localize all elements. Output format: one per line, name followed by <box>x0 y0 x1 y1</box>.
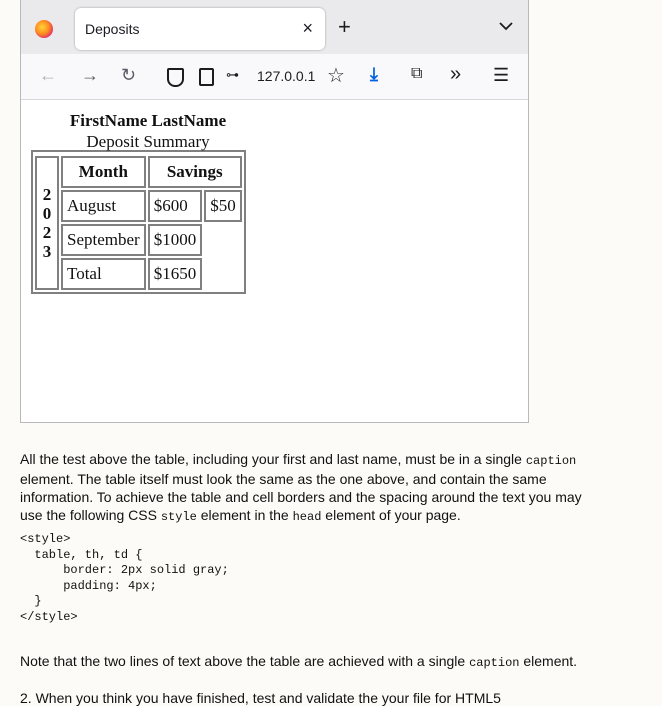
table-row <box>35 190 242 222</box>
savings-cell: $1650 <box>148 258 203 290</box>
month-cell: Total <box>61 258 146 290</box>
reload-icon[interactable]: ↻ <box>121 65 137 85</box>
menu-icon[interactable]: ☰ <box>493 65 510 85</box>
page-icon[interactable] <box>199 68 214 86</box>
url-field[interactable]: 127.0.0.1 <box>257 68 316 84</box>
nav-bar <box>21 54 528 100</box>
shield-icon[interactable] <box>167 68 184 87</box>
instruction-paragraph: All the test above the table, including your first and last name, must be in a single caption element. The table itself must look the same as the one above, and contain the same information. To achieve the table and cell borders and the spacing around the text you may use the following CSS style element in the head element of your page. <box>20 451 582 524</box>
tab-title: Deposits <box>85 21 140 37</box>
extensions-icon[interactable]: ⧉ <box>411 65 423 82</box>
table-row <box>35 156 242 188</box>
caption-name: FirstName LastName <box>69 111 227 130</box>
year-header: 2 0 2 3 <box>35 156 59 290</box>
savings-cell: $1000 <box>148 224 203 256</box>
close-tab-icon[interactable]: × <box>302 18 313 38</box>
forward-arrow-icon[interactable]: → <box>81 65 99 85</box>
downloads-icon[interactable]: ⤓ <box>370 64 378 84</box>
caption-title: Deposit Summary <box>86 132 210 151</box>
browser-window <box>20 0 529 423</box>
note-paragraph: Note that the two lines of text above the table are achieved with a single caption element. <box>20 653 578 670</box>
savings-header: Savings <box>148 156 242 188</box>
cut-off-text: 2. When you think you have finished, test and validate the your file for HTML5 <box>20 690 501 706</box>
table-row <box>35 224 242 256</box>
list-tabs-icon[interactable] <box>499 18 513 34</box>
overflow-icon[interactable]: » <box>450 63 462 85</box>
savings-cell: $50 <box>204 190 242 222</box>
bookmark-star-icon[interactable]: ☆ <box>327 65 345 87</box>
new-tab-button[interactable]: + <box>338 14 351 39</box>
month-cell: September <box>61 224 146 256</box>
savings-cell: $600 <box>148 190 203 222</box>
tab-deposits[interactable] <box>75 8 325 50</box>
table-row <box>35 258 242 290</box>
month-cell: August <box>61 190 146 222</box>
table-caption <box>33 110 263 152</box>
tab-strip <box>21 0 528 54</box>
permissions-icon[interactable]: ⊶ <box>226 67 239 82</box>
css-code-block: <style> table, th, td { border: 2px solid gray; padding: 4px; } </style> <box>20 532 229 624</box>
month-header: Month <box>61 156 146 188</box>
deposit-table <box>31 111 246 294</box>
firefox-logo-icon <box>35 20 53 38</box>
back-arrow-icon[interactable]: ← <box>39 65 57 85</box>
